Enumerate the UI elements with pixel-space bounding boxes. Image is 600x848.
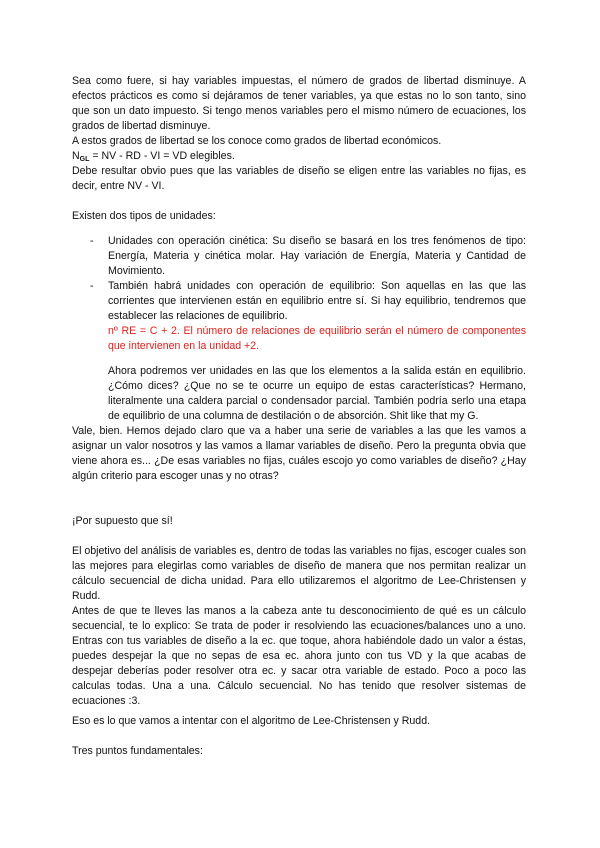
paragraph-design-question: Vale, bien. Hemos dejado claro que va a haber una serie de variables a las que les vamos a asignar un valor nosotros y las vamos a llamar variables de diseño. Pero la pregunta obvia que viene ahora es... ¿De esas variables no fijas, cuáles escojo yo como variables de diseño? ¿Hay algún criterio para escoger unas y no otras?	[72, 425, 526, 482]
formula-subscript: GL	[79, 156, 90, 163]
red-note-equilibrium-relations: nº RE = C + 2. El número de relaciones de equilibrio serán el número de componentes que intervienen en la unidad +2.	[108, 325, 526, 352]
paragraph-analysis-objective: El objetivo del análisis de variables es, dentro de todas las variables no fijas, escoger cuales son las mejores para elegirlas como variables de diseño de manera que nos permitan realizar un cálculo secuencial de dicha unidad. Para ello utilizaremos el algoritmo de Lee-Christensen y Rudd.	[72, 545, 526, 602]
paragraph-sequential-calculation: Antes de que te lleves las manos a la cabeza ante tu desconocimiento de qué es un cálculo secuencial, te lo explico: Se trata de poder ir resolviendo las ecuaciones/balances uno a uno. Entras con tus variables de diseño a la ec. que toque, ahora habiéndole dado un valor a éstas, puedes despejar la que no sepas de esa ec. ahora junto con tus VD y la que acabas de despejar deberías poder resolver otra ec. y sacar otra variable de estado. Poco a poco las calculas todas. Una a una. Cálculo secuencial. No has tenido que resolver sistemas de ecuaciones :3.	[72, 605, 526, 707]
paragraph-algorithm: Eso es lo que vamos a intentar con el algoritmo de Lee-Christensen y Rudd.	[72, 715, 431, 727]
paragraph-three-points: Tres puntos fundamentales:	[72, 745, 203, 757]
formula-line	[72, 149, 526, 164]
paragraph-design-variables: Debe resultar obvio pues que las variables de diseño se eligen entre las variables no fijas, es decir, entre NV - VI.	[72, 165, 526, 192]
bullet-equilibrium-units: También habrá unidades con operación de equilibrio: Son aquellas en las que las corrientes que intervienen están en equilibrio entre sí. Si hay equilibrio, tendremos que establecer las relaciones de equilibrio.	[108, 280, 526, 322]
formula-expression: = NV - RD - VI = VD elegibles.	[89, 150, 235, 162]
bullet-marker: -	[90, 280, 94, 292]
paragraph-economic-degrees: A estos grados de libertad se los conoce como grados de libertad económicos.	[72, 135, 442, 147]
paragraph-equilibrium-examples: Ahora podremos ver unidades en las que los elementos a la salida están en equilibrio. ¿Cómo dices? ¿Que no se te ocurre un equipo de estas características? Hermano, literalmente una caldera parcial o condensador parcial. También podría serlo una etapa de equilibrio de una columna de destilación o de absorción. Shit like that my G.	[108, 365, 526, 422]
paragraph-answer: ¡Por supuesto que sí!	[72, 515, 173, 527]
bullet-kinetic-units: Unidades con operación cinética: Su diseño se basará en los tres fenómenos de tipo: Energía, Materia y cinética molar. Hay variación de Energía, Materia y Cantidad de Movimiento.	[108, 235, 526, 277]
paragraph-degrees-freedom: Sea como fuere, si hay variables impuestas, el número de grados de libertad disminuye. A efectos prácticos es como si dejáramos de tener variables, ya que estas no lo son tanto, sino que son un dato impuesto. Si tengo menos variables pero el mismo número de ecuaciones, los grados de libertad disminuye.	[72, 75, 526, 132]
bullet-marker: -	[90, 235, 94, 247]
formula-symbol: N	[72, 150, 80, 162]
paragraph-unit-types: Existen dos tipos de unidades:	[72, 210, 216, 222]
